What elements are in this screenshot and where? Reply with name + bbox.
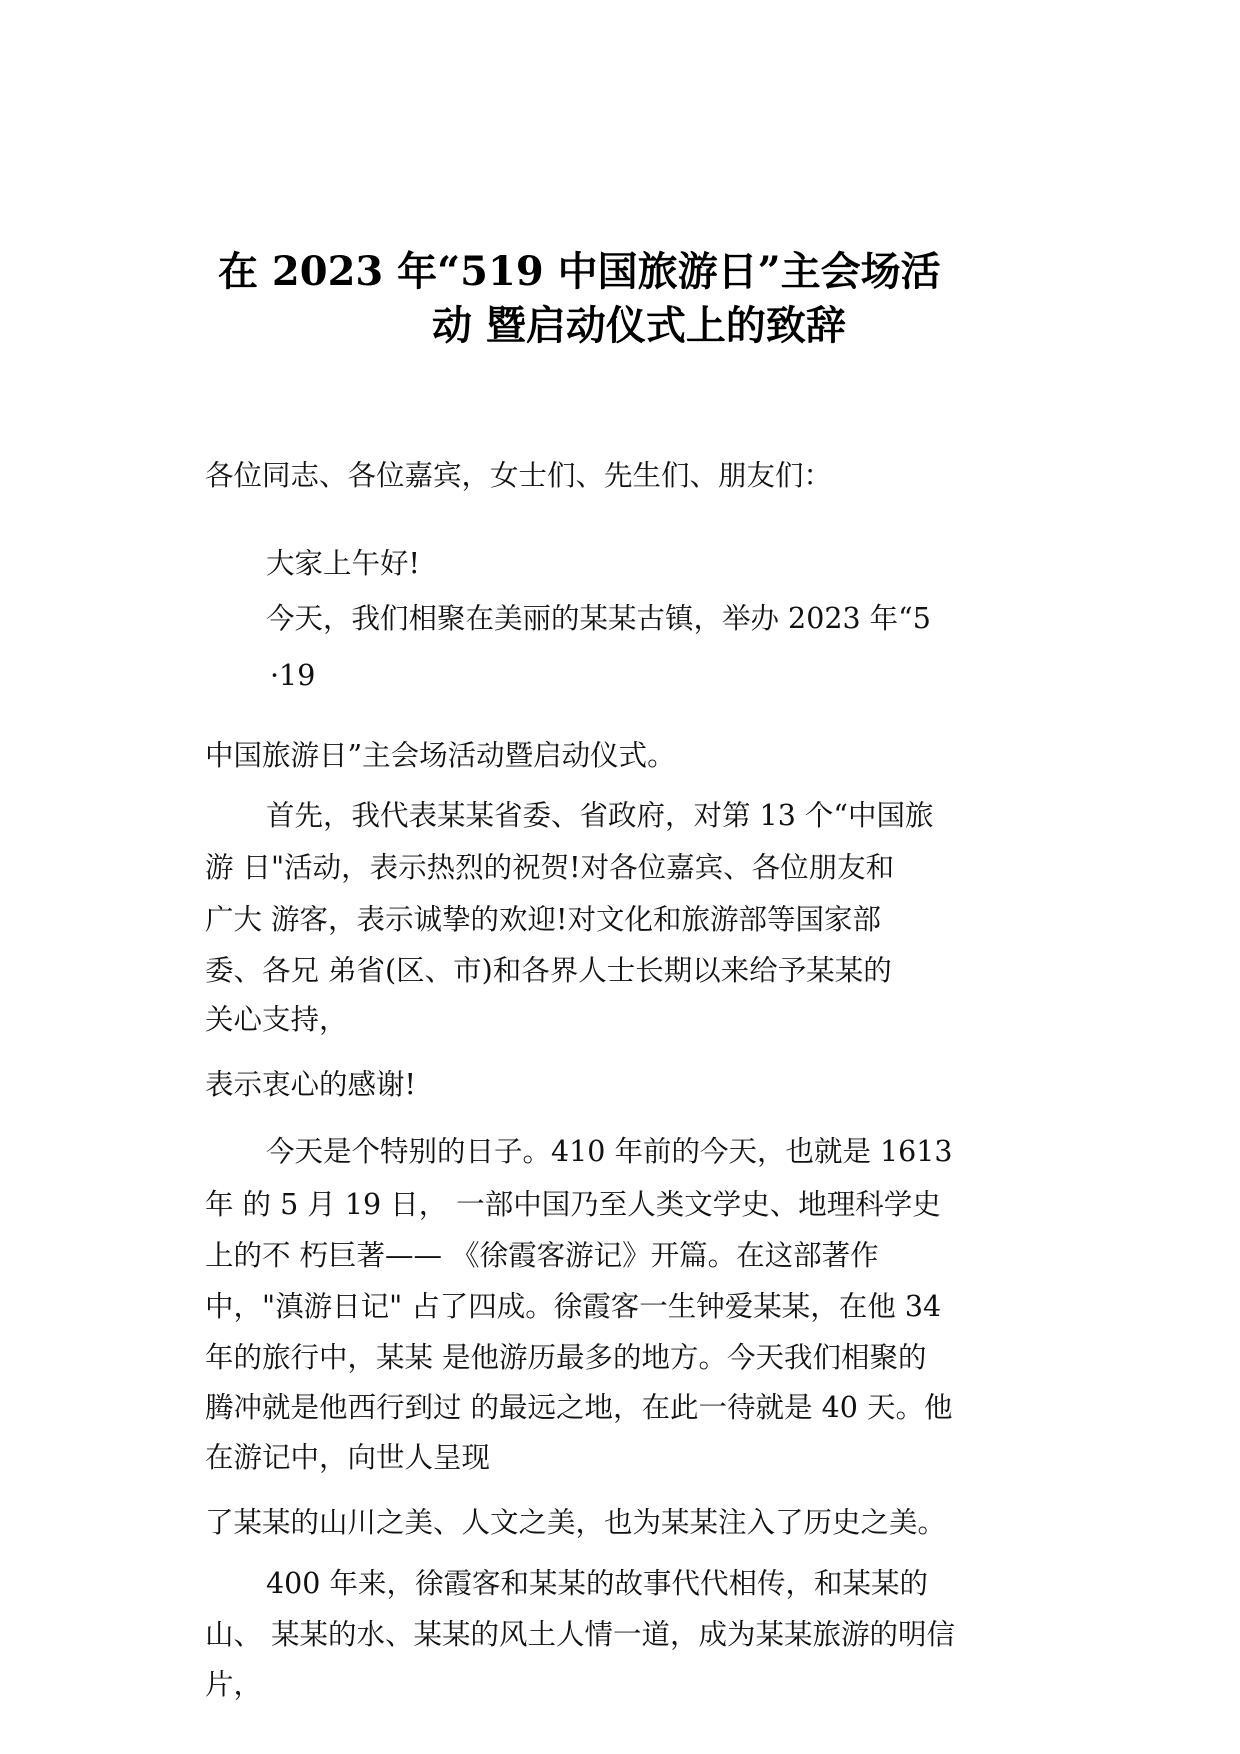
body-line: 上的不 朽巨著—— 《徐霞客游记》开篇。在这部著作 [205,1239,879,1272]
body-line: 游 日"活动，表示热烈的祝贺!对各位嘉宾、各位朋友和 [205,851,895,884]
body-line: ·19 [270,659,316,692]
body-line: 片， [205,1668,263,1701]
body-line: 年的旅行中，某某 是他游历最多的地方。今天我们相聚的 [205,1341,927,1374]
body-line: 委、各兄 弟省(区、市)和各界人士长期以来给予某某的 [205,954,892,987]
body-line: 关心支持， [205,1003,348,1036]
body-line: 广大 游客，表示诚挚的欢迎!对文化和旅游部等国家部 [205,903,882,936]
body-line: 腾冲就是他西行到过 的最远之地，在此一待就是 40 天。他 [205,1391,953,1424]
body-line: 400 年来，徐霞客和某某的故事代代相传，和某某的 [266,1567,928,1600]
document-title-line-2: 动 暨启动仪式上的致辞 [432,302,846,349]
body-line: 年 的 5 月 19 日， 一部中国乃至人类文学史、地理科学史 [205,1188,941,1221]
body-line: 山、 某某的水、某某的风土人情一道，成为某某旅游的明信 [205,1618,956,1651]
body-line: 今天是个特别的日子。410 年前的今天，也就是 1613 [266,1135,953,1168]
body-line: 了某某的山川之美、人文之美，也为某某注入了历史之美。 [205,1506,947,1539]
body-line: 首先，我代表某某省委、省政府，对第 13 个“中国旅 [266,799,934,832]
document-title-line-1: 在 2023 年“519 中国旅游日”主会场活 [218,248,941,295]
body-line: 大家上午好! [266,547,420,580]
body-line: 中国旅游日”主会场活动暨启动仪式。 [205,739,676,772]
body-line: 中，"滇游日记" 占了四成。徐霞客一生钟爱某某，在他 34 [205,1290,942,1323]
body-line: 今天，我们相聚在美丽的某某古镇，举办 2023 年“5 [266,602,931,635]
body-line: 表示衷心的感谢! [205,1068,416,1101]
body-line: 在游记中，向世人呈现 [205,1441,491,1474]
salutation: 各位同志、各位嘉宾，女士们、先生们、朋友们： [205,459,833,492]
